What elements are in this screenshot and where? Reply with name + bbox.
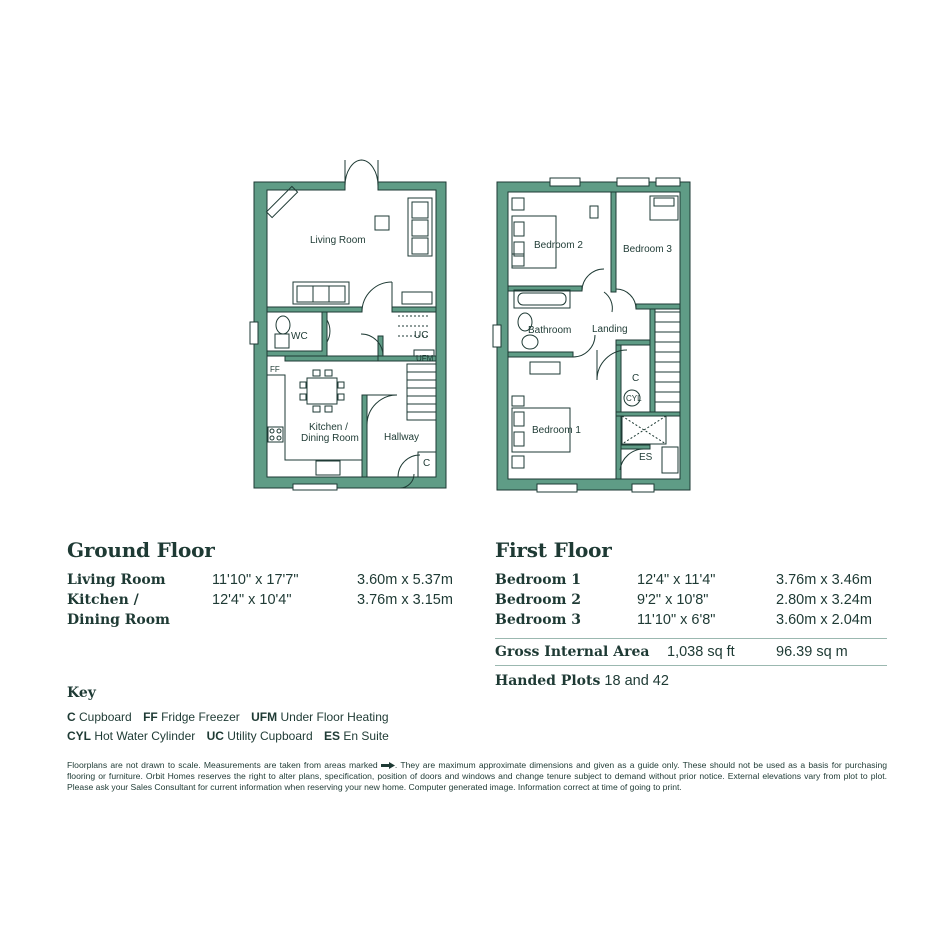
label-wc: WC <box>291 331 308 342</box>
room-name: Living Room <box>67 572 166 588</box>
label-cyl: CYL <box>626 394 642 403</box>
label-ff: FF <box>270 365 280 374</box>
room-imperial: 9'2" x 10'8" <box>637 592 709 608</box>
key-item <box>207 729 313 743</box>
room-metric: 3.76m x 3.15m <box>357 592 453 608</box>
floor-plans <box>240 150 710 500</box>
label-ufm: UFM <box>416 354 434 363</box>
label-kitchen-line2: Dining Room <box>301 433 359 444</box>
key-code: C <box>67 710 76 724</box>
disclaimer-text-2: . They are maximum approximate dimensions and given as a guide only. These should not be used as a basis for purchasing flooring or furniture. Orbit Homes reserves the right to alter plans, specification, position of doors and windows and change tenure subject to demand without prior notice. External elevations vary from plot to plot. Please ask your Sales Consultant for current information when reserving your new home. Computer generated image. Information correct at time of going to print. <box>67 760 887 792</box>
disclaimer-text-1: Floorplans are not drawn to scale. Measurements are taken from areas marked <box>67 760 381 770</box>
first-floor-section <box>495 538 887 689</box>
room-name: Bedroom 1 <box>495 572 582 588</box>
key-item <box>143 710 240 724</box>
room-imperial: 11'10" x 17'7" <box>212 572 299 588</box>
handed-plots <box>495 673 887 689</box>
first-floor-title: First Floor <box>495 538 612 562</box>
label-bedroom-1: Bedroom 1 <box>532 425 581 436</box>
key-code: CYL <box>67 729 91 743</box>
key-desc: Hot Water Cylinder <box>94 729 196 743</box>
key-code: ES <box>324 729 341 743</box>
room-metric: 3.76m x 3.46m <box>776 572 872 588</box>
gia-label: Gross Internal Area <box>495 644 650 660</box>
label-landing: Landing <box>592 324 628 335</box>
key-code: UC <box>206 729 224 743</box>
room-metric: 3.60m x 5.37m <box>357 572 453 588</box>
room-imperial: 12'4" x 10'4" <box>212 592 292 608</box>
first-floor-plan <box>493 178 690 492</box>
label-hallway: Hallway <box>384 432 420 443</box>
handed-label: Handed Plots <box>495 673 601 689</box>
room-row <box>67 570 477 590</box>
key-line <box>67 727 487 746</box>
gross-internal-area <box>495 638 887 666</box>
disclaimer <box>67 760 887 793</box>
room-metric: 2.80m x 3.24m <box>776 592 872 608</box>
key-desc: Utility Cupboard <box>227 729 313 743</box>
label-uc: UC <box>414 330 429 341</box>
key-desc: Under Floor Heating <box>280 710 389 724</box>
room-imperial: 12'4" x 11'4" <box>637 572 716 588</box>
room-name-line2: Dining Room <box>67 612 170 628</box>
room-row <box>67 590 477 630</box>
key-code: FF <box>143 710 158 724</box>
room-row <box>495 590 887 610</box>
room-name-line1: Kitchen / <box>67 592 139 608</box>
label-bedroom-2: Bedroom 2 <box>534 240 583 251</box>
key-item <box>251 710 388 724</box>
label-bathroom: Bathroom <box>528 325 572 336</box>
label-cupboard-ground: C <box>423 458 431 469</box>
room-name <box>67 590 212 630</box>
key-desc: En Suite <box>343 729 389 743</box>
key-code: UFM <box>251 710 278 724</box>
label-living-room: Living Room <box>310 235 366 246</box>
key-desc: Fridge Freezer <box>161 710 240 724</box>
label-kitchen-line1: Kitchen / <box>309 422 348 433</box>
key-desc: Cupboard <box>79 710 132 724</box>
room-row <box>495 610 887 630</box>
key-title: Key <box>67 685 96 701</box>
measurement-marker-icon <box>381 762 395 769</box>
room-name: Bedroom 2 <box>495 592 582 608</box>
key-line <box>67 708 487 727</box>
ground-floor-title: Ground Floor <box>67 538 215 562</box>
label-bedroom-3: Bedroom 3 <box>623 244 672 255</box>
room-metric: 3.60m x 2.04m <box>776 612 872 628</box>
room-name: Bedroom 3 <box>495 612 582 628</box>
room-imperial: 11'10" x 6'8" <box>637 612 716 628</box>
handed-value: 18 and 42 <box>604 673 669 689</box>
key-item <box>67 729 195 743</box>
ground-floor-section <box>67 538 477 630</box>
label-en-suite: ES <box>639 452 653 463</box>
label-cupboard-first: C <box>632 373 640 384</box>
key-item <box>67 710 132 724</box>
room-row <box>495 570 887 590</box>
gia-imperial: 1,038 sq ft <box>667 644 735 660</box>
gia-metric: 96.39 sq m <box>776 644 848 660</box>
key-item <box>324 729 389 743</box>
key-section <box>67 685 487 746</box>
